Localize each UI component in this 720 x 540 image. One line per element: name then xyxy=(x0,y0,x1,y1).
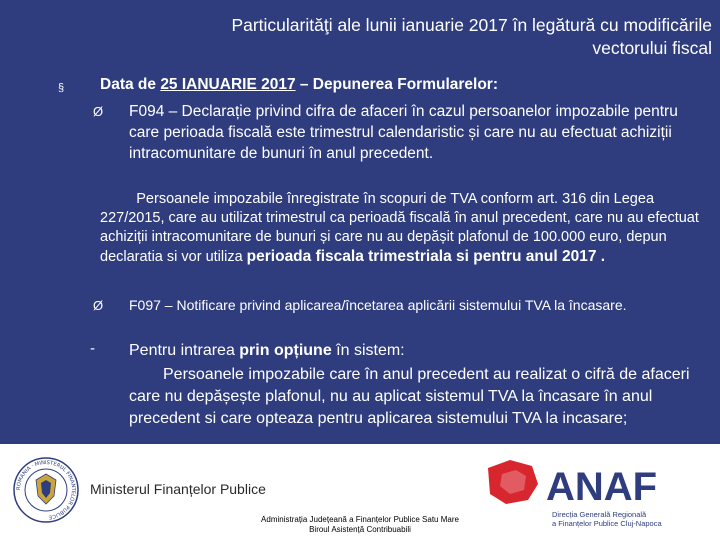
f094-paragraph-bold: fiscala trimestriala si pentru anul 2017 . xyxy=(311,248,606,265)
f097-description: F097 – Notificare privind aplicarea/încetarea aplicării sistemului TVA la încasare. xyxy=(129,297,627,313)
ministry-name: Ministerul Finanțelor Publice xyxy=(90,481,266,497)
item-1-suffix: – Depunerea Formularelor: xyxy=(295,76,498,93)
item-1-heading xyxy=(100,76,498,94)
option-suffix: în sistem: xyxy=(331,342,405,359)
f094-paragraph xyxy=(100,190,708,267)
option-bold: prin opțiune xyxy=(239,342,332,359)
item-1-date: 25 IANUARIE 2017 xyxy=(160,76,296,93)
admin-line-2: Biroul Asistență Contribuabili xyxy=(309,525,411,534)
option-prefix: Pentru intrarea xyxy=(129,342,240,359)
item-1-prefix: Data de xyxy=(100,76,161,93)
regional-line-2: a Finanțelor Publice Cluj-Napoca xyxy=(552,519,662,528)
slide-title xyxy=(72,14,712,60)
ministry-seal-icon xyxy=(12,456,80,524)
anaf-logo-icon xyxy=(480,454,680,514)
arrow-bullet-icon: Ø xyxy=(93,298,104,313)
title-line-2: vectorului fiscal xyxy=(592,38,712,58)
anaf-wordmark: ANAF xyxy=(546,465,658,509)
regional-directorate xyxy=(552,510,692,528)
option-paragraph: Persoanele impozabile care în anul precedent au realizat o cifră de afaceri care nu depășește plafonul, nu au aplicat sistemul TVA la încasare în anul precedent si care opteaza pentru aplicarea sistemului TVA la incasare; xyxy=(129,366,690,427)
f094-paragraph-text: Persoanele impozabile înregistrate în scopuri de TVA conform art. 316 din Legea 227/2015, care au utilizat trimestrul ca perioadă fiscală în anul precedent, care nu au efectuat achiziții intracomunitare de bunuri și care nu au depășit plafonul de 100.000 euro, depun declaratia si vor utiliza xyxy=(100,191,703,265)
regional-line-1: Direcția Generală Regională xyxy=(552,510,647,519)
dash-bullet-icon: - xyxy=(90,340,95,357)
seal-text: ROMANIA · MINISTERUL FINANTELOR PUBLICE xyxy=(15,459,77,520)
option-heading xyxy=(129,340,709,362)
arrow-bullet-icon: Ø xyxy=(93,104,104,119)
footer xyxy=(0,444,720,540)
admin-office xyxy=(220,515,500,535)
square-bullet-icon: § xyxy=(58,82,65,94)
admin-line-1: Administrația Județeană a Finanțelor Publice Satu Mare xyxy=(261,515,459,524)
title-line-1: Particularităţi ale lunii ianuarie 2017 în legătură cu modificările xyxy=(231,15,712,35)
f094-paragraph-emphasis: perioada xyxy=(246,248,312,265)
f094-description: F094 – Declarație privind cifra de afaceri în cazul persoanelor impozabile pentru care perioada fiscală este trimestrul calendaristic și care nu au efectuat achiziții intracomunitare de bunuri în anul precedent. xyxy=(129,103,678,162)
